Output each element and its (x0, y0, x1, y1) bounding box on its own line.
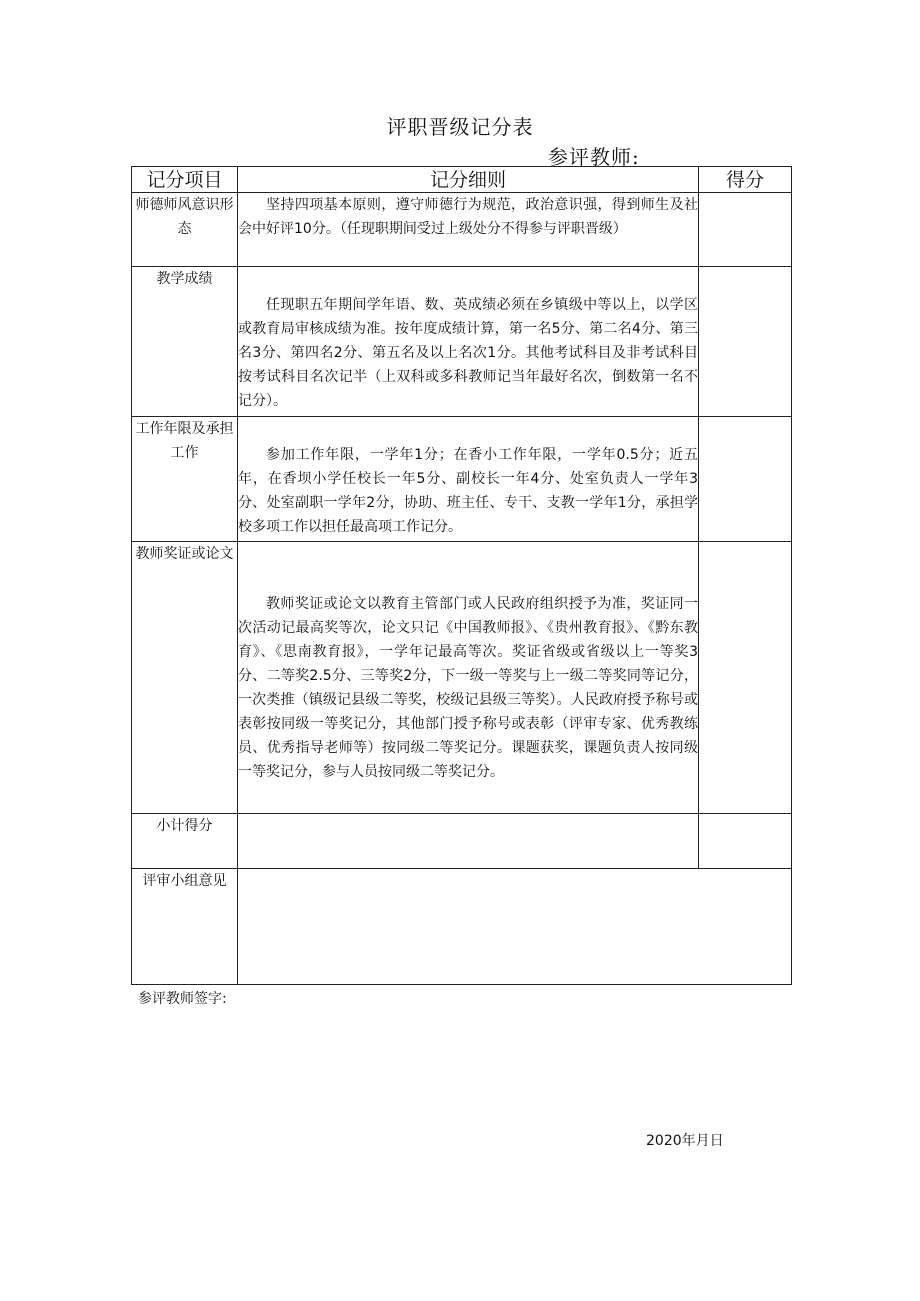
table-row (132, 814, 792, 869)
row-item-ethics: 师德师风意识形态 (132, 193, 238, 267)
row-rule-awards (238, 542, 699, 814)
subtotal-score-cell[interactable] (699, 814, 792, 869)
row-item-awards: 教师奖证或论文 (132, 542, 238, 814)
score-cell-ethics[interactable] (699, 193, 792, 267)
table-row (132, 542, 792, 814)
row-rule-teaching (238, 267, 699, 417)
table-row (132, 417, 792, 542)
table-row (132, 869, 792, 985)
row-item-teaching: 教学成绩 (132, 267, 238, 417)
date-label: 2020年月日 (646, 1133, 724, 1149)
subtotal-detail-cell (238, 814, 699, 869)
subtotal-label: 小计得分 (132, 814, 238, 869)
table-row (132, 193, 792, 267)
score-table (131, 166, 792, 985)
review-label: 评审小组意见 (132, 869, 238, 985)
table-row (132, 267, 792, 417)
review-opinion-cell[interactable] (238, 869, 792, 985)
row-rule-ethics (238, 193, 699, 267)
score-cell-awards[interactable] (699, 542, 792, 814)
row-item-years: 工作年限及承担工作 (132, 417, 238, 542)
rule-text: 参加工作年限，一学年1分；在香小工作年限，一学年0.5分；近五年，在香坝小学任校长一年5分、副校长一年4分、处室负责人一学年3分、处室副职一学年2分，协助、班主任、专干、支教一学年1分，承担学校多项工作以担任最高项工作记分。 (238, 447, 698, 535)
row-rule-years (238, 417, 699, 542)
score-cell-teaching[interactable] (699, 267, 792, 417)
header-item: 记分项目 (132, 167, 238, 193)
participant-teacher-label: 参评教师: (548, 145, 640, 169)
rule-text: 坚持四项基本原则，遵守师德行为规范，政治意识强，得到师生及社会中好评10分。（任现职期间受过上级处分不得参与评职晋级） (238, 197, 698, 237)
rule-text: 教师奖证或论文以教育主管部门或人民政府组织授予为准，奖证同一次活动记最高奖等次，论文只记《中国教师报》、《贵州教育报》、《黔东教育》、《思南教育报》，一学年记最高等次。奖证省级或省级以上一等奖3分、二等奖2.5分、三等奖2分，下一级一等奖与上一级二等奖同等记分，一次类推（镇级记县级二等奖，校级记县级三等奖）。人民政府授予称号或表彰按同级一等奖记分，其他部门授予称号或表彰（评审专家、优秀教练员、优秀指导老师等）按同级二等奖记分。课题获奖，课题负责人按同级一等奖记分，参与人员按同级二等奖记分。 (238, 596, 698, 780)
table-header-row (132, 167, 792, 193)
document-title: 评职晋级记分表 (386, 115, 534, 139)
header-score: 得分 (699, 167, 792, 193)
signature-label: 参评教师签字: (138, 991, 227, 1007)
header-rules: 记分细则 (238, 167, 699, 193)
rule-text: 任现职五年期间学年语、数、英成绩必须在乡镇级中等以上，以学区或教育局审核成绩为准。按年度成绩计算，第一名5分、第二名4分、第三名3分、第四名2分、第五名及以上名次1分。其他考试科目及非考试科目按考试科目名次记半（上双科或多科教师记当年最好名次，倒数第一名不记分）。 (238, 297, 698, 409)
score-cell-years[interactable] (699, 417, 792, 542)
